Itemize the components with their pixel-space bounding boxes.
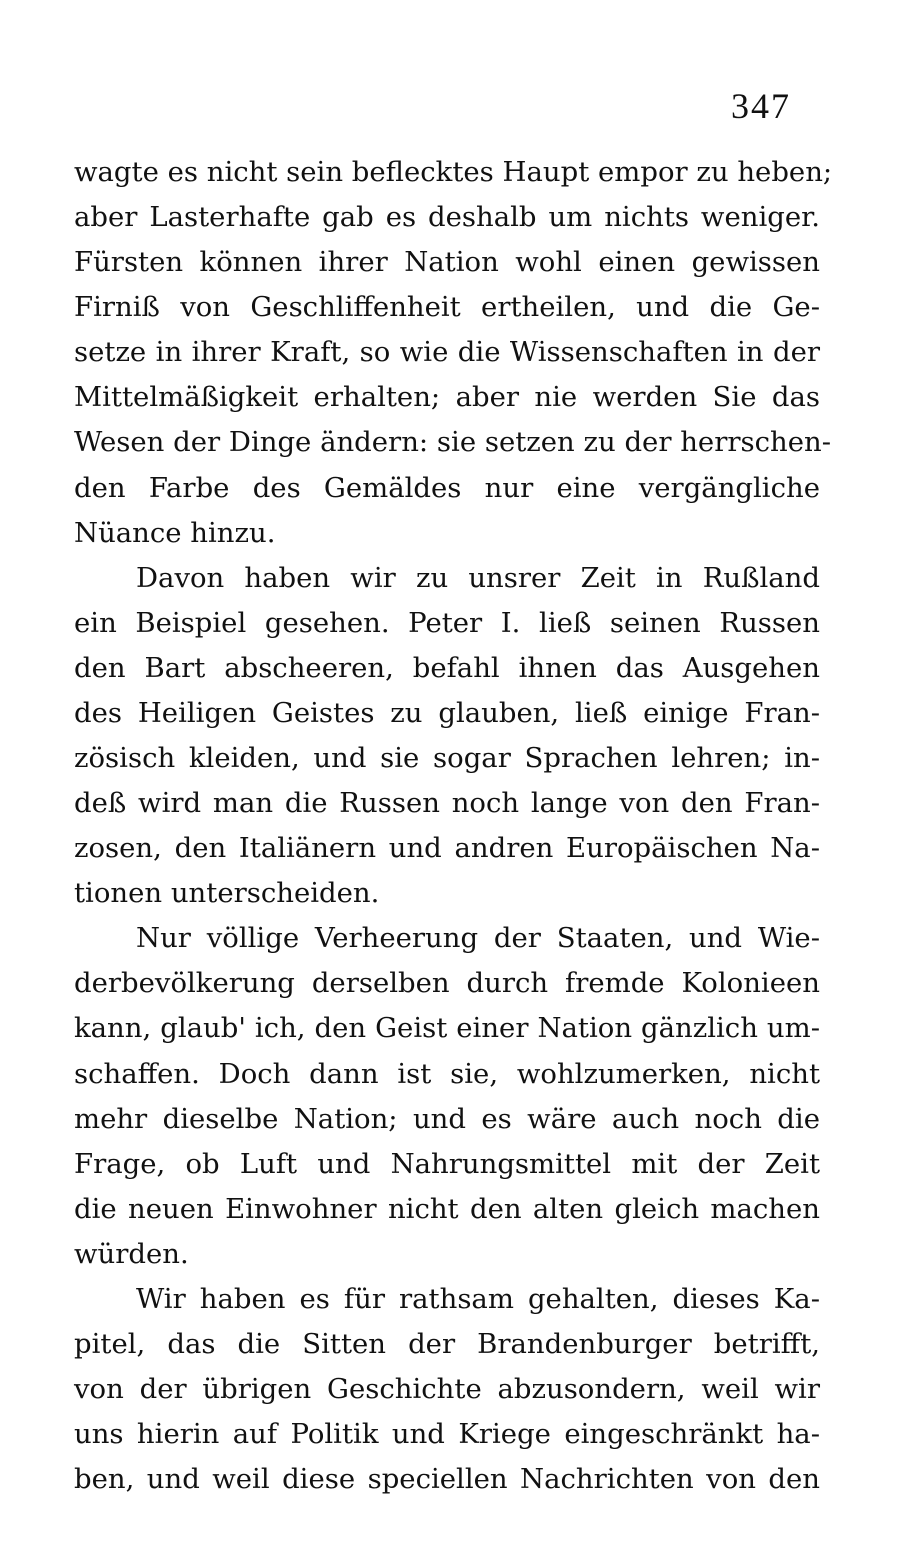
text-line: tionen unterscheiden. (74, 877, 380, 910)
text-line: Nur völlige Verheerung der Staaten, und Wie- (136, 922, 820, 955)
text-line: uns hierin auf Politik und Kriege eingeschränkt ha- (74, 1418, 820, 1451)
text-line: kann, glaub' ich, den Geist einer Nation gänzlich um- (74, 1012, 820, 1045)
text-line: zosen, den Italiänern und andren Europäischen Na- (74, 832, 820, 865)
text-line: Mittelmäßigkeit erhalten; aber nie werden Sie das (74, 381, 820, 414)
text-line: Davon haben wir zu unsrer Zeit in Rußland (136, 561, 820, 594)
text-line: derbevölkerung derselben durch fremde Kolonieen (74, 967, 820, 1000)
text-line: wagte es nicht sein beflecktes Haupt empor zu heben; (74, 156, 833, 188)
text-line: zösisch kleiden, und sie sogar Sprachen lehren; in- (74, 742, 820, 775)
text-line: ben, und weil diese speciellen Nachrichten von den (74, 1463, 820, 1496)
text-line: Fürsten können ihrer Nation wohl einen gewissen (74, 246, 820, 279)
text-line: deß wird man die Russen noch lange von den Fran- (74, 787, 820, 820)
page-number: 347 (731, 86, 791, 126)
text-line: aber Lasterhafte gab es deshalb um nichts weniger. (74, 201, 820, 234)
text-line: Wesen der Dinge ändern: sie setzen zu der herrschen- (74, 426, 831, 459)
text-line: den Farbe des Gemäldes nur eine vergängliche (74, 471, 820, 504)
text-line: von der übrigen Geschichte abzusondern, weil wir (74, 1373, 820, 1406)
text-line: den Bart abscheeren, befahl ihnen das Ausgehen (74, 651, 820, 684)
text-line: mehr dieselbe Nation; und es wäre auch noch die (74, 1102, 820, 1135)
text-line: Frage, ob Luft und Nahrungsmittel mit der Zeit (74, 1147, 820, 1180)
text-line: Wir haben es für rathsam gehalten, dieses Ka- (136, 1282, 820, 1315)
text-line: die neuen Einwohner nicht den alten gleich machen (74, 1192, 820, 1225)
text-line: Firniß von Geschliffenheit ertheilen, und die Ge- (74, 291, 820, 324)
text-line: würden. (74, 1237, 189, 1270)
text-line: ein Beispiel gesehen. Peter I. ließ seinen Russen (74, 606, 820, 639)
text-line: pitel, das die Sitten der Brandenburger betrifft, (74, 1328, 820, 1361)
text-line: setze in ihrer Kraft, so wie die Wissenschaften in der (74, 336, 820, 369)
text-line: des Heiligen Geistes zu glauben, ließ einige Fran- (74, 696, 820, 729)
text-line: Nüance hinzu. (74, 516, 276, 549)
body-text (74, 150, 833, 1502)
text-line: schaffen. Doch dann ist sie, wohlzumerken, nicht (74, 1057, 820, 1090)
